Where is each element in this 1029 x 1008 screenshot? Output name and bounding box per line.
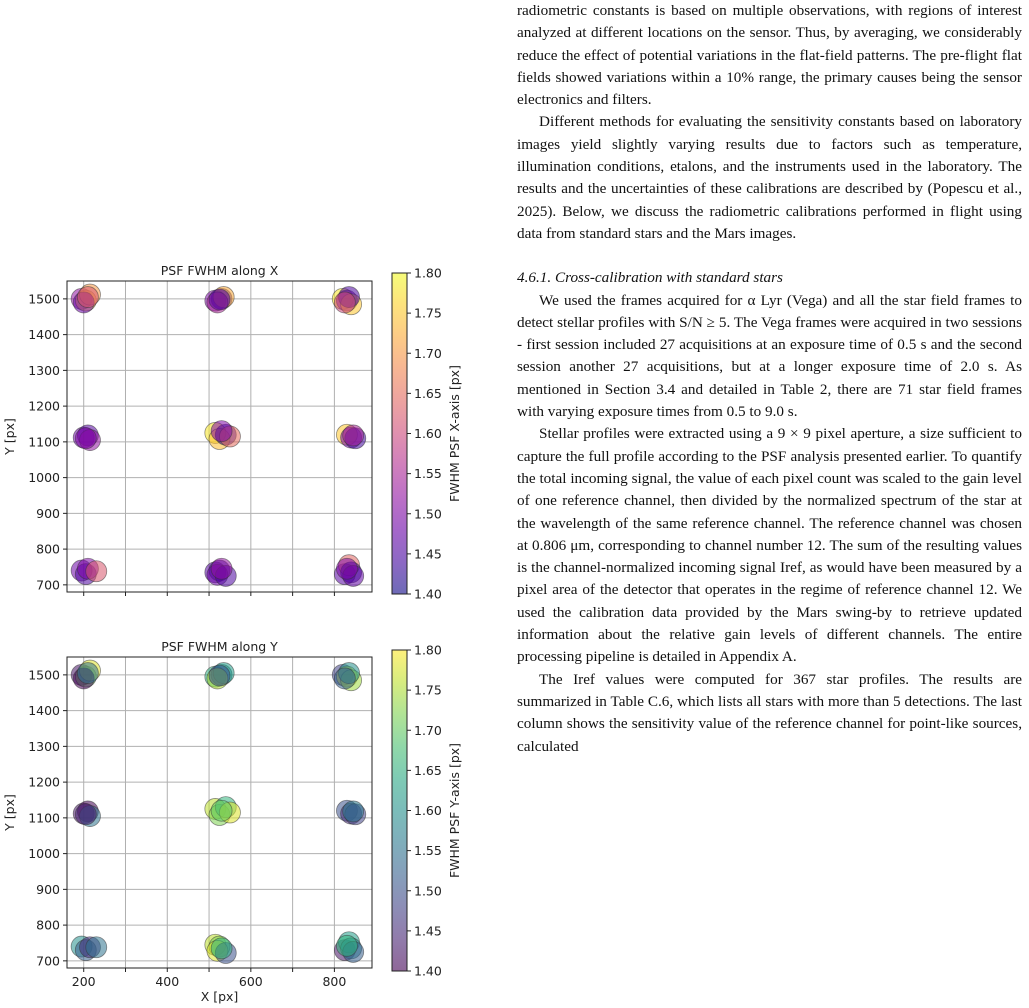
colorbar-tick-label: 1.60 [414,803,442,818]
colorbar-label: FWHM PSF Y-axis [px] [447,742,462,879]
data-point [86,937,107,958]
y-tick-label: 1400 [28,703,60,719]
y-tick-label: 1000 [28,470,60,486]
colorbar-tick-label: 1.65 [414,385,442,401]
data-point [336,935,357,956]
data-point [209,289,230,310]
paper-text-column [517,0,1022,758]
colorbar [392,643,462,979]
y-tick-label: 900 [36,881,60,897]
section-heading: 4.6.1. Cross-calibration with standard stars [517,269,783,287]
y-tick-label: 1100 [28,434,60,450]
y-tick-label: 900 [36,505,60,521]
chart-title: PSF FWHM along X [160,263,279,278]
data-point [211,421,232,442]
data-points [71,284,366,586]
colorbar-tick-label: 1.40 [414,963,442,979]
colorbar-tick-label: 1.45 [414,546,442,562]
paragraph-sensitivity-methods: Different methods for evaluating the sensitivity constants based on laboratory images yield slightly varying results due to factors such as temperature, illumination conditions, etalons, and the instruments used in the laboratory. The results and the uncertainties of these calibrations are described by (Popescu et al., 2025). Below, we discuss the radiometric calibrations performed in flight using data from standard stars and the Mars images. [517,113,1022,242]
colorbar-tick-label: 1.75 [414,305,442,321]
data-point [75,804,96,825]
colorbar-tick-label: 1.65 [414,762,442,778]
data-points [71,660,366,963]
y-tick-label: 700 [36,953,60,969]
data-point [86,561,107,582]
y-tick-label: 1200 [28,398,60,414]
data-point [75,428,96,449]
data-point [334,292,355,313]
colorbar-tick-label: 1.60 [414,426,442,441]
colorbar-tick-label: 1.50 [414,883,442,899]
data-point [77,663,98,684]
colorbar-tick-label: 1.70 [414,345,442,361]
paragraph-iref-values: The Iref values were computed for 367 star profiles. The results are summarized in Table C.6, which lists all stars with more than 5 detections. The last column shows the sensitivity value of the reference channel for point-like sources, calculated [517,670,1022,755]
y-tick-label: 1200 [28,774,60,790]
colorbar-bar [392,650,407,971]
data-point [343,801,364,822]
y-tick-label: 1400 [28,327,60,343]
x-axis-label: X [px] [200,989,239,1004]
paragraph-vega-frames: We used the frames acquired for α Lyr (Vega) and all the star field frames to detect stellar profiles with S/N ≥ 5. The Vega frames were acquired in two sessions - first session included 27 acquisitions at an exposure time of 0.5 s and the second session another 27 acquisitions, but at a longer exposure time of 2.0 s. As mentioned in Section 3.4 and detailed in Table 2, there are 71 star field frames with varying exposure times from 0.5 to 9.0 s. [517,291,1022,421]
data-point [211,800,232,821]
colorbar-tick-label: 1.70 [414,722,442,738]
y-tick-label: 1500 [28,291,60,307]
psf-fwhm-figure [0,0,500,1008]
data-point [336,558,357,579]
data-point [209,665,230,686]
data-point [343,425,364,446]
colorbar-tick-label: 1.80 [414,265,442,281]
data-point [77,287,98,308]
paragraph-stellar-profiles: Stellar profiles were extracted using a 9 × 9 pixel aperture, a size sufficient to capture the full profile according to the PSF analysis presented earlier. To quantify the total incoming signal, the value of each pixel count was scaled to the gain level of one reference channel, then divided by the normalized spectrum of the star at the wavelength of the same reference channel. The reference channel was chosen at 0.806 μm, corresponding to channel number 12. The sum of the resulting values is the channel-normalized incoming signal Iref, as would have been measured by a pixel area of the detector that operates in the regime of reference channel 12. We used the calibration data provided by the Mars swing-by to retrieve updated information about the relative gain levels of different channels. The entire processing pipeline is detailed in Appendix A. [517,425,1022,666]
y-tick-label: 1300 [28,362,60,378]
y-tick-label: 800 [36,541,60,557]
chart-1 [2,263,462,602]
colorbar-tick-label: 1.50 [414,506,442,522]
colorbar-tick-label: 1.55 [414,466,442,482]
data-point [334,668,355,689]
data-point [211,558,232,579]
data-point [211,938,232,959]
chart-title: PSF FWHM along Y [161,639,278,654]
y-tick-label: 700 [36,577,60,593]
y-tick-label: 1000 [28,846,60,862]
colorbar-tick-label: 1.75 [414,682,442,698]
colorbar-label: FWHM PSF X-axis [px] [447,365,462,502]
x-tick-label: 400 [155,974,180,989]
y-tick-label: 1500 [28,667,60,683]
y-axis-label: Y [px] [2,794,17,831]
x-tick-label: 800 [322,974,347,989]
y-tick-label: 1300 [28,738,60,754]
colorbar-tick-label: 1.45 [414,923,442,939]
x-tick-label: 600 [238,974,263,989]
colorbar-tick-label: 1.80 [414,642,442,658]
colorbar [392,266,462,602]
colorbar-bar [392,273,407,594]
y-axis-label: Y [px] [2,418,17,455]
colorbar-tick-label: 1.55 [414,843,442,859]
y-tick-label: 1100 [28,810,60,826]
y-tick-label: 800 [36,917,60,933]
x-tick-label: 200 [71,974,96,989]
paragraph-radiometric-constants: radiometric constants is based on multiple observations, with regions of interest analyzed at different locations on the sensor. Thus, by averaging, we considerably reduce the effect of potential variations in the flat-field patterns. The pre-flight flat fields showed variations within a 10% range, the primary causes being the sensor electronics and filters. [517,2,1022,109]
colorbar-tick-label: 1.40 [414,586,442,602]
chart-2 [2,639,462,1004]
